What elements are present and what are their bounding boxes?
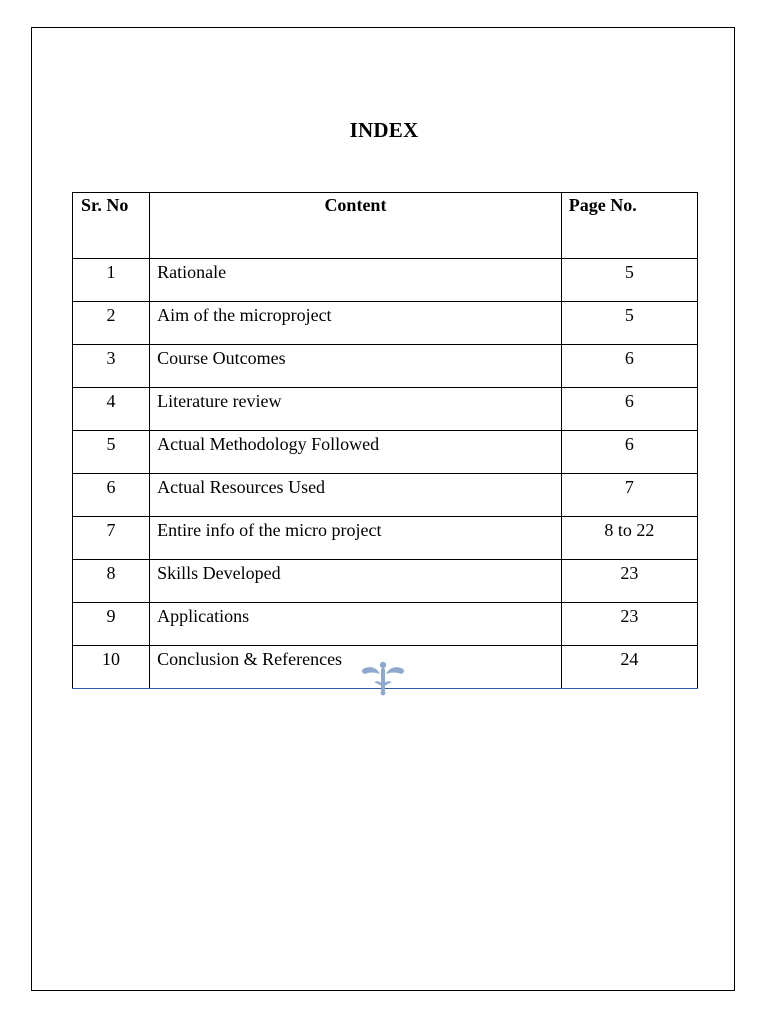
table-row [73,259,698,302]
floral-ornament-icon [360,660,406,696]
index-table [72,192,698,689]
table-row [73,560,698,603]
header-page-no: Page No. [561,193,697,259]
row-sr-no: 9 [73,603,150,646]
row-sr-no: 5 [73,431,150,474]
row-content: Rationale [150,259,562,302]
header-content: Content [150,193,562,259]
row-page-no: 5 [561,302,697,345]
row-content: Aim of the microproject [150,302,562,345]
row-sr-no: 2 [73,302,150,345]
table-row [73,474,698,517]
row-page-no: 6 [561,345,697,388]
table-row [73,302,698,345]
row-content: Actual Resources Used [150,474,562,517]
row-page-no: 23 [561,560,697,603]
row-sr-no: 3 [73,345,150,388]
table-header-row [73,193,698,259]
row-sr-no: 8 [73,560,150,603]
row-content: Skills Developed [150,560,562,603]
row-page-no: 6 [561,388,697,431]
table-row [73,388,698,431]
row-sr-no: 6 [73,474,150,517]
row-page-no: 23 [561,603,697,646]
row-page-no: 6 [561,431,697,474]
row-content: Literature review [150,388,562,431]
row-content: Entire info of the micro project [150,517,562,560]
table-row [73,517,698,560]
row-sr-no: 10 [73,646,150,689]
row-content: Actual Methodology Followed [150,431,562,474]
row-page-no: 24 [561,646,697,689]
table-row [73,603,698,646]
table-row [73,431,698,474]
row-page-no: 8 to 22 [561,517,697,560]
page-title: INDEX [349,118,419,142]
row-sr-no: 4 [73,388,150,431]
row-content: Applications [150,603,562,646]
table-body [73,259,698,689]
row-page-no: 5 [561,259,697,302]
row-content: Conclusion & References [150,646,562,689]
row-content: Course Outcomes [150,345,562,388]
row-sr-no: 1 [73,259,150,302]
row-page-no: 7 [561,474,697,517]
row-sr-no: 7 [73,517,150,560]
table-row [73,345,698,388]
header-sr-no: Sr. No [73,193,150,259]
